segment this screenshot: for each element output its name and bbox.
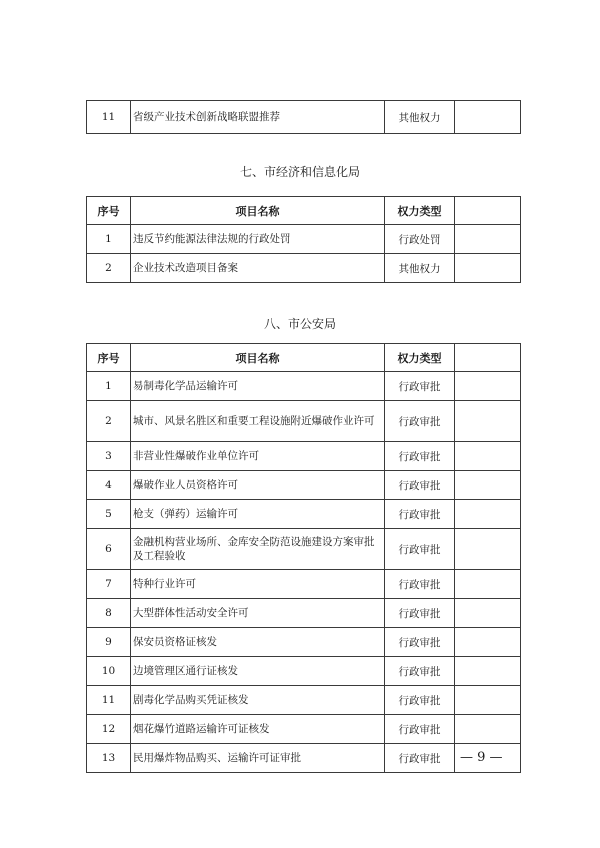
extra-cell bbox=[455, 442, 521, 471]
page-number: — 9 — bbox=[460, 750, 503, 765]
item-name: 枪支（弹药）运输许可 bbox=[131, 500, 385, 529]
row-number: 1 bbox=[87, 372, 131, 401]
table-row bbox=[87, 570, 521, 599]
table-row bbox=[87, 372, 521, 401]
row-number: 11 bbox=[87, 101, 131, 134]
item-name: 大型群体性活动安全许可 bbox=[131, 599, 385, 628]
extra-cell bbox=[455, 225, 521, 254]
power-type: 行政审批 bbox=[385, 599, 455, 628]
item-name: 省级产业技术创新战略联盟推荐 bbox=[131, 101, 385, 134]
table-header-row bbox=[87, 344, 521, 372]
table-row bbox=[87, 529, 521, 570]
row-number: 3 bbox=[87, 442, 131, 471]
power-type: 行政审批 bbox=[385, 529, 455, 570]
section-title-economy: 七、市经济和信息化局 bbox=[239, 165, 360, 179]
item-name: 剧毒化学品购买凭证核发 bbox=[131, 686, 385, 715]
row-number: 10 bbox=[87, 657, 131, 686]
table-row bbox=[87, 628, 521, 657]
extra-cell bbox=[455, 372, 521, 401]
item-name: 爆破作业人员资格许可 bbox=[131, 471, 385, 500]
table-header-row bbox=[87, 197, 521, 225]
row-number: 11 bbox=[87, 686, 131, 715]
power-type: 行政审批 bbox=[385, 401, 455, 442]
table-public-security bbox=[86, 343, 521, 773]
row-number: 8 bbox=[87, 599, 131, 628]
extra-cell bbox=[455, 401, 521, 442]
extra-cell bbox=[455, 570, 521, 599]
row-number: 2 bbox=[87, 401, 131, 442]
item-name: 易制毒化学品运输许可 bbox=[131, 372, 385, 401]
table-row bbox=[87, 225, 521, 254]
power-type: 行政审批 bbox=[385, 372, 455, 401]
row-number: 2 bbox=[87, 254, 131, 283]
item-name: 企业技术改造项目备案 bbox=[131, 254, 385, 283]
header-number: 序号 bbox=[87, 197, 131, 225]
header-name: 项目名称 bbox=[131, 344, 385, 372]
header-extra bbox=[455, 344, 521, 372]
table-row bbox=[87, 500, 521, 529]
extra-cell bbox=[455, 254, 521, 283]
header-name: 项目名称 bbox=[131, 197, 385, 225]
header-extra bbox=[455, 197, 521, 225]
power-type: 行政审批 bbox=[385, 442, 455, 471]
item-name: 民用爆炸物品购买、运输许可证审批 bbox=[131, 744, 385, 773]
power-type: 行政审批 bbox=[385, 715, 455, 744]
extra-cell bbox=[455, 101, 521, 134]
row-number: 13 bbox=[87, 744, 131, 773]
extra-cell bbox=[455, 715, 521, 744]
power-type: 行政审批 bbox=[385, 628, 455, 657]
table-economy bbox=[86, 196, 521, 283]
row-number: 5 bbox=[87, 500, 131, 529]
item-name: 烟花爆竹道路运输许可证核发 bbox=[131, 715, 385, 744]
table-row bbox=[87, 471, 521, 500]
power-type: 行政审批 bbox=[385, 657, 455, 686]
table-row bbox=[87, 254, 521, 283]
power-type: 行政审批 bbox=[385, 471, 455, 500]
table-row bbox=[87, 442, 521, 471]
item-name: 金融机构营业场所、金库安全防范设施建设方案审批及工程验收 bbox=[131, 529, 385, 570]
table-row bbox=[87, 599, 521, 628]
extra-cell bbox=[455, 471, 521, 500]
item-name: 非营业性爆破作业单位许可 bbox=[131, 442, 385, 471]
item-name: 边境管理区通行证核发 bbox=[131, 657, 385, 686]
item-name: 违反节约能源法律法规的行政处罚 bbox=[131, 225, 385, 254]
row-number: 1 bbox=[87, 225, 131, 254]
table-row bbox=[87, 101, 521, 134]
table-row bbox=[87, 715, 521, 744]
header-type: 权力类型 bbox=[385, 197, 455, 225]
header-type: 权力类型 bbox=[385, 344, 455, 372]
table-continuation bbox=[86, 100, 521, 134]
power-type: 行政审批 bbox=[385, 686, 455, 715]
header-number: 序号 bbox=[87, 344, 131, 372]
row-number: 4 bbox=[87, 471, 131, 500]
power-type: 行政处罚 bbox=[385, 225, 455, 254]
table-row bbox=[87, 657, 521, 686]
extra-cell bbox=[455, 529, 521, 570]
row-number: 7 bbox=[87, 570, 131, 599]
item-name: 特种行业许可 bbox=[131, 570, 385, 599]
power-type: 行政审批 bbox=[385, 500, 455, 529]
extra-cell bbox=[455, 599, 521, 628]
row-number: 6 bbox=[87, 529, 131, 570]
power-type: 其他权力 bbox=[385, 101, 455, 134]
extra-cell bbox=[455, 657, 521, 686]
extra-cell bbox=[455, 628, 521, 657]
row-number: 12 bbox=[87, 715, 131, 744]
power-type: 其他权力 bbox=[385, 254, 455, 283]
row-number: 9 bbox=[87, 628, 131, 657]
section-title-public-security: 八、市公安局 bbox=[263, 317, 336, 331]
power-type: 行政审批 bbox=[385, 744, 455, 773]
extra-cell bbox=[455, 500, 521, 529]
item-name: 城市、风景名胜区和重要工程设施附近爆破作业许可 bbox=[131, 401, 385, 442]
item-name: 保安员资格证核发 bbox=[131, 628, 385, 657]
table-row bbox=[87, 744, 521, 773]
table-row bbox=[87, 686, 521, 715]
power-type: 行政审批 bbox=[385, 570, 455, 599]
extra-cell bbox=[455, 686, 521, 715]
table-row bbox=[87, 401, 521, 442]
